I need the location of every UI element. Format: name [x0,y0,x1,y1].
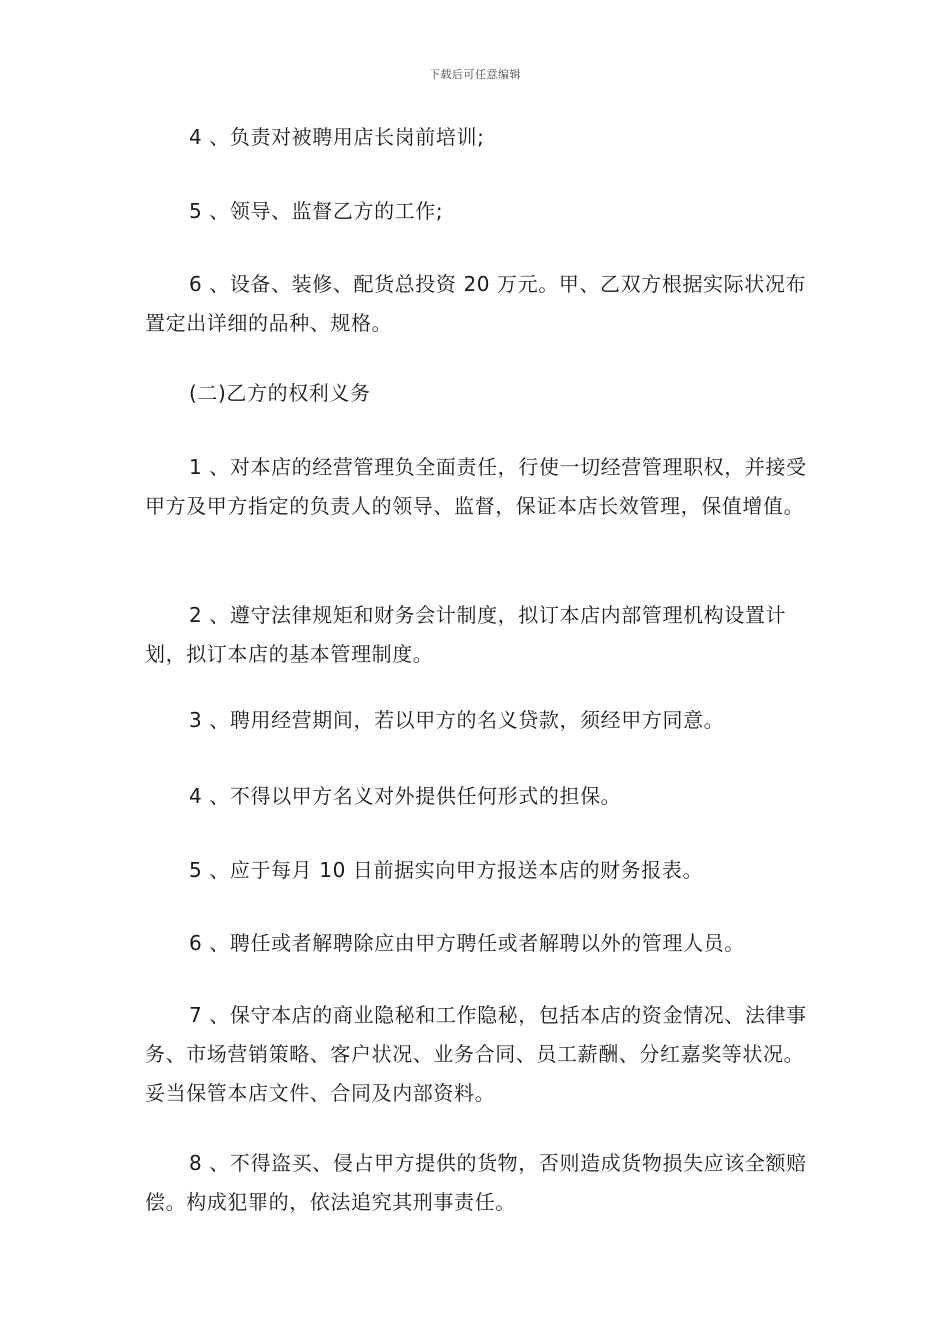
paragraph-b-item-6: 6 、聘任或者解聘除应由甲方聘任或者解聘以外的管理人员。 [189,931,745,955]
paragraph-b-item-7: 7 、保守本店的商业隐秘和工作隐秘，包括本店的资金情况、法律事务、市场营销策略、客户状况、业务合同、员工薪酬、分红嘉奖等状况。妥当保管本店文件、合同及内部资料。 [145,1003,807,1105]
paragraph-b-item-4: 4 、不得以甲方名义对外提供任何形式的担保。 [189,784,622,808]
paragraph-b-item-5: 5 、应于每月 10 日前据实向甲方报送本店的财务报表。 [189,858,704,882]
paragraph-b-item-2: 2 、遵守法律规矩和财务会计制度，拟订本店内部管理机构设置计划，拟订本店的基本管理制度。 [145,603,787,666]
paragraph-item-4-training: 4 、负责对被聘用店长岗前培训; [189,125,485,149]
paragraph-item-6-investment: 6 、设备、装修、配货总投资 20 万元。甲、乙双方根据实际状况布置定出详细的品种、规格。 [145,272,807,335]
paragraph-b-item-8: 8 、不得盗买、侵占甲方提供的货物，否则造成货物损失应该全额赔偿。构成犯罪的，依法追究其刑事责任。 [145,1151,807,1214]
paragraph-b-item-1: 1 、对本店的经营管理负全面责任，行使一切经营管理职权，并接受甲方及甲方指定的负责人的领导、监督，保证本店长效管理，保值增值。 [145,455,807,518]
header-note: 下载后可任意编辑 [429,68,521,81]
paragraph-b-item-3: 3 、聘用经营期间，若以甲方的名义贷款，须经甲方同意。 [189,708,725,732]
section-heading-party-b-rights: (二)乙方的权利义务 [189,381,371,405]
paragraph-item-5-supervise: 5 、领导、监督乙方的工作; [189,199,444,223]
